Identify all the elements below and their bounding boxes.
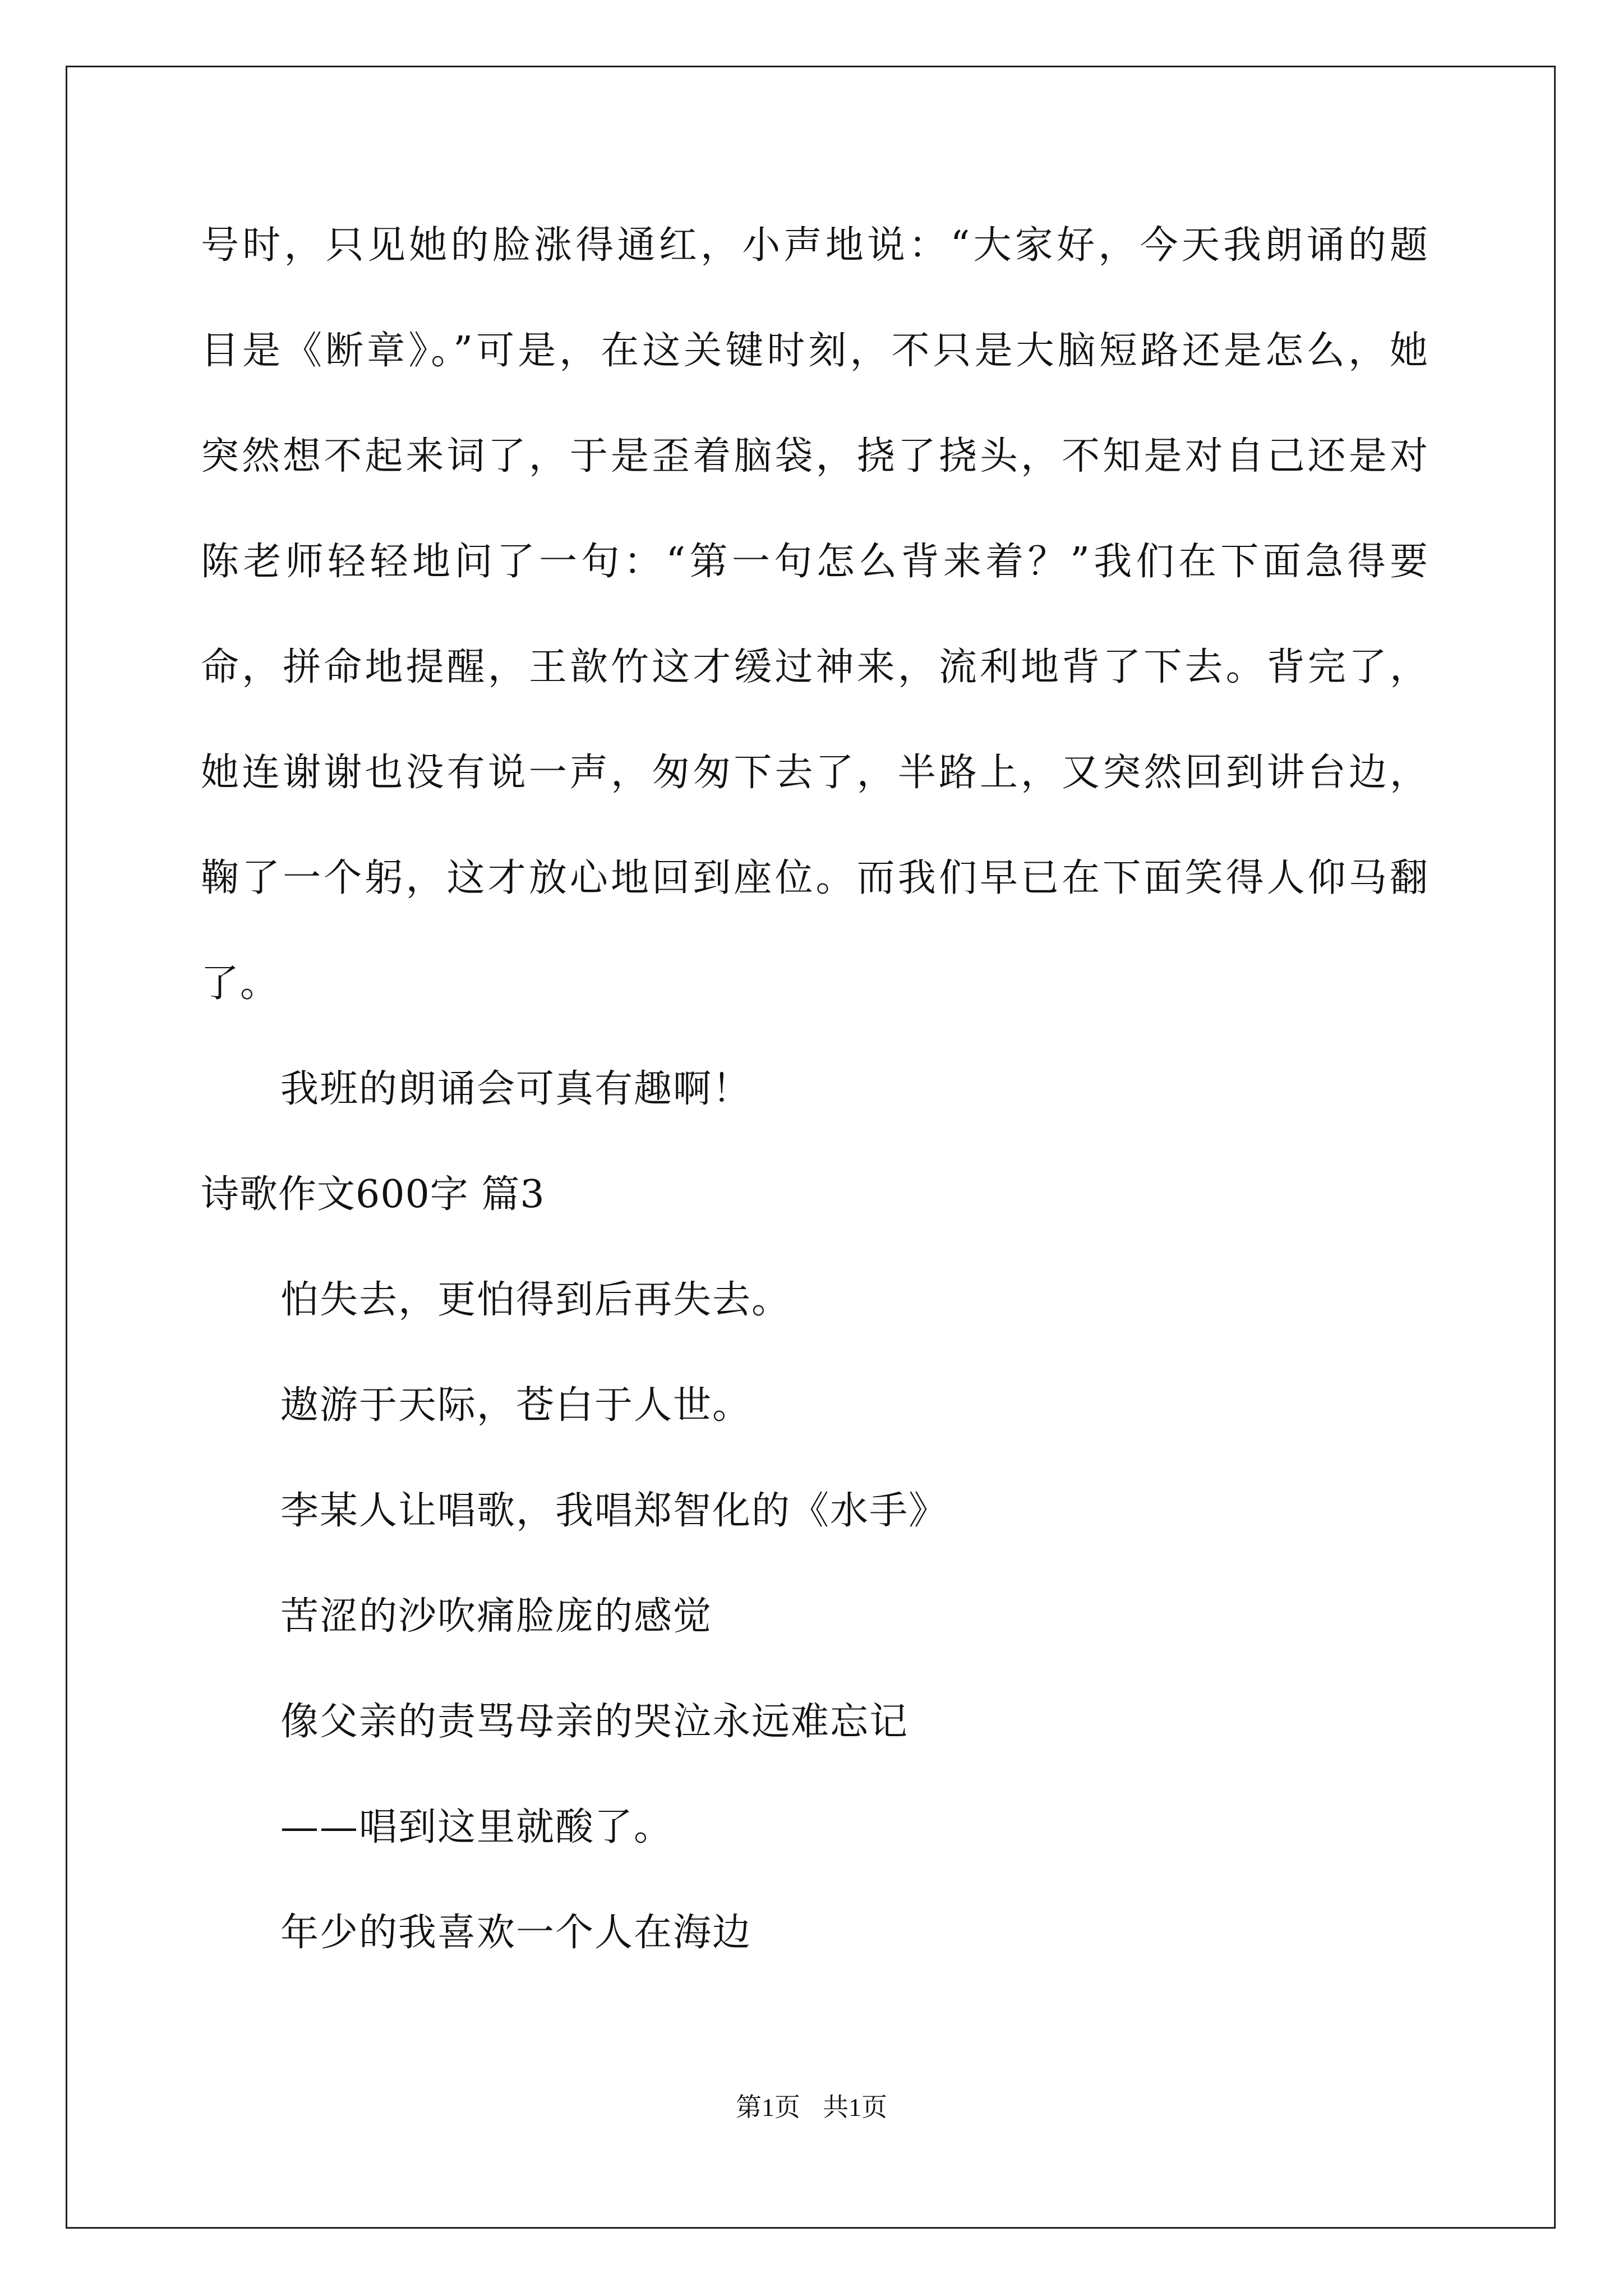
page-number-current: 第1页: [736, 2093, 800, 2122]
paragraph-line: 了。: [201, 961, 280, 1006]
poem-line: 苦涩的沙吹痛脸庞的感觉: [280, 1594, 713, 1639]
paragraph-line: 鞠了一个躬，这才放心地回到座位。而我们早已在下面笑得人仰马翻: [201, 856, 1429, 900]
document-body: [201, 216, 1429, 2009]
closing-line: 我班的朗诵会可真有趣啊！: [280, 1067, 752, 1111]
paragraph-line: 目是《断章》。”可是，在这关键时刻，不只是大脑短路还是怎么，她: [201, 329, 1429, 373]
paragraph-line: 突然想不起来词了，于是歪着脑袋，挠了挠头，不知是对自己还是对: [201, 434, 1429, 478]
paragraph-line: 命，拼命地提醒，王歆竹这才缓过神来，流利地背了下去。背完了，: [201, 645, 1429, 689]
page-number-total: 共1页: [823, 2093, 887, 2122]
paragraph-line: 陈老师轻轻地问了一句：“第一句怎么背来着？”我们在下面急得要: [201, 540, 1429, 584]
poem-line: 年少的我喜欢一个人在海边: [280, 1911, 752, 1955]
poem-line: ——唱到这里就酸了。: [280, 1805, 674, 1849]
paragraph-line: 她连谢谢也没有说一声，匆匆下去了，半路上，又突然回到讲台边，: [201, 751, 1429, 795]
paragraph-line: 号时，只见她的脸涨得通红，小声地说：“大家好，今天我朗诵的题: [201, 223, 1429, 268]
page-footer: [0, 2087, 1623, 2124]
poem-line: 遨游于天际，苍白于人世。: [280, 1383, 752, 1428]
poem-line: 像父亲的责骂母亲的哭泣永远难忘记: [280, 1700, 909, 1744]
section-heading: 诗歌作文600字 篇3: [201, 1172, 545, 1217]
poem-line: 李某人让唱歌，我唱郑智化的《水手》: [280, 1489, 948, 1533]
poem-line: 怕失去，更怕得到后再失去。: [280, 1278, 791, 1322]
